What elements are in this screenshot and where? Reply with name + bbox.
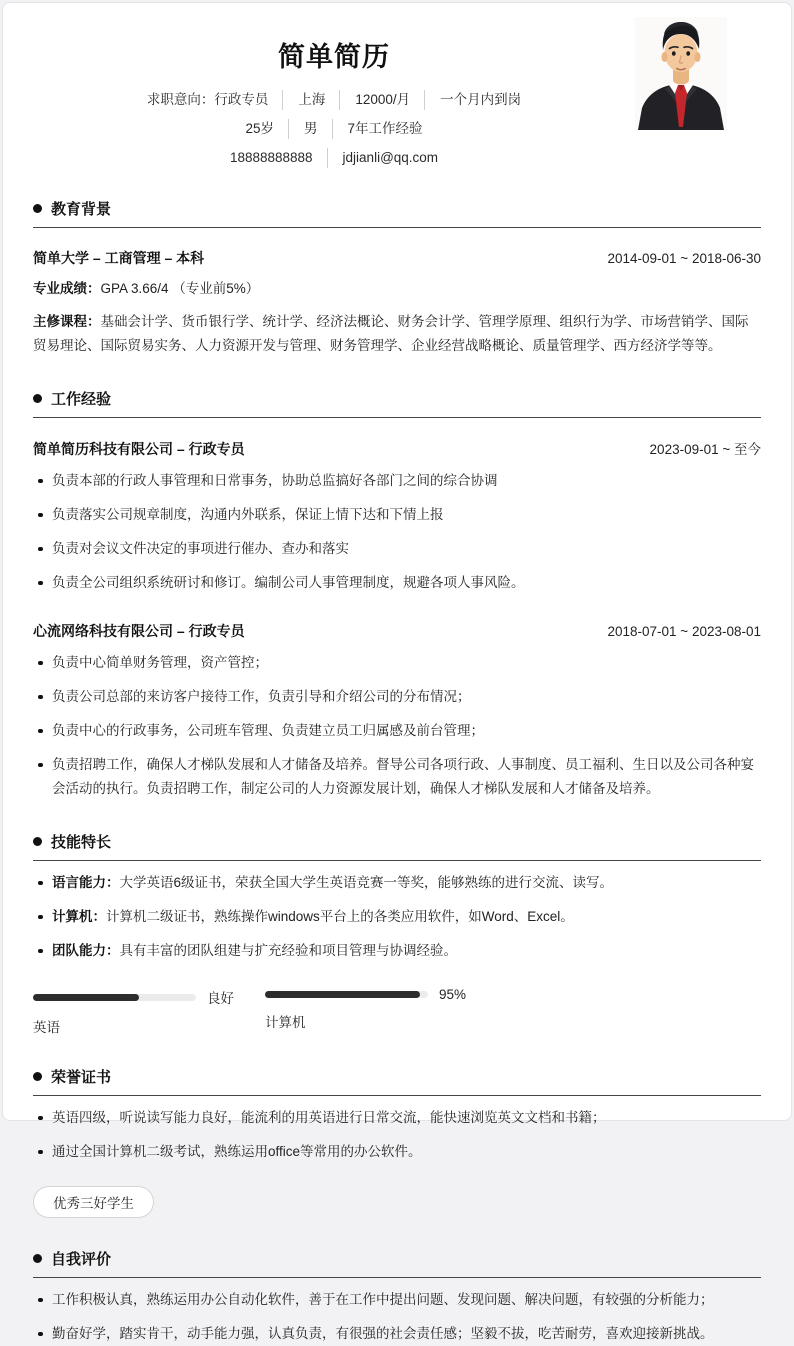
section-title: 技能特长 xyxy=(51,834,112,851)
education-entry xyxy=(33,248,761,268)
section-self-evaluation xyxy=(33,1248,761,1346)
bullet-dot-icon xyxy=(33,394,42,403)
job-duties-list xyxy=(33,469,761,595)
job-duties-list xyxy=(33,651,761,801)
education-dates: 2014-09-01 ~ 2018-06-30 xyxy=(607,251,761,266)
info-item: 18888888888 xyxy=(229,150,313,165)
info-item: 上海 xyxy=(282,90,325,110)
skill-bar-computer xyxy=(265,987,481,1036)
list-item: 负责落实公司规章制度，沟通内外联系，保证上情下达和下情上报 xyxy=(33,503,761,527)
company-line: 心流网络科技有限公司 – 行政专员 xyxy=(33,623,245,639)
section-header-self-eval xyxy=(33,1248,761,1278)
job-entry-1 xyxy=(33,438,761,459)
avatar-illustration xyxy=(635,17,727,130)
courses-value: 基础会计学、货币银行学、统计学、经济法概论、财务会计学、管理学原理、组织行为学、市场营销学、国际贸易理论、国际贸易实务、人力资源开发与管理、财务管理学、企业经营战略概论、质量管理学、西方经济学等等。 xyxy=(33,314,749,353)
section-title: 荣誉证书 xyxy=(51,1069,112,1086)
section-work xyxy=(33,388,761,801)
section-title: 自我评价 xyxy=(51,1251,112,1268)
list-item: 负责本部的行政人事管理和日常事务，协助总监搞好各部门之间的综合协调 xyxy=(33,469,761,493)
section-education xyxy=(33,198,761,358)
contact-row xyxy=(33,148,635,168)
basic-info-row xyxy=(33,119,635,139)
info-item: 12000/月 xyxy=(339,90,410,110)
section-header-skills xyxy=(33,831,761,861)
section-header-work xyxy=(33,388,761,418)
list-item: 工作积极认真，熟练运用办公自动化软件，善于在工作中提出问题、发现问题、解决问题，有较强的分析能力； xyxy=(33,1288,761,1312)
list-item: 负责对会议文件决定的事项进行催办、查办和落实 xyxy=(33,537,761,561)
info-item: 男 xyxy=(288,119,318,139)
job-dates: 2023-09-01 ~ 至今 xyxy=(649,442,761,457)
list-item: 负责中心简单财务管理，资产管控； xyxy=(33,651,761,675)
header-main xyxy=(33,15,635,168)
skill-bars xyxy=(33,987,761,1036)
section-title: 教育背景 xyxy=(51,201,112,218)
info-item: 25岁 xyxy=(245,121,274,136)
list-item: 负责招聘工作，确保人才梯队发展和人才储备及培养。督导公司各项行政、人事制度、员工福利、生日以及公司各种宴会活动的执行。负责招聘工作，制定公司的人力资源发展计划，确保人才梯队发展和人才储备及培养。 xyxy=(33,753,761,801)
list-item: 通过全国计算机二级考试，熟练运用office等常用的办公软件。 xyxy=(33,1140,761,1164)
bullet-dot-icon xyxy=(33,837,42,846)
list-item: 负责公司总部的来访客户接待工作，负责引导和介绍公司的分布情况； xyxy=(33,685,761,709)
degree-line: 简单大学 – 工商管理 – 本科 xyxy=(33,250,205,266)
skills-list xyxy=(33,871,761,963)
gpa-label: 专业成绩： xyxy=(33,281,101,296)
skill-name: 计算机 xyxy=(265,1015,306,1030)
bullet-dot-icon xyxy=(33,1072,42,1081)
list-item: 负责中心的行政事务，公司班车管理、负责建立员工归属感及前台管理； xyxy=(33,719,761,743)
honor-tag: 优秀三好学生 xyxy=(33,1186,154,1218)
resume-header xyxy=(33,15,761,168)
job-dates: 2018-07-01 ~ 2023-08-01 xyxy=(607,624,761,639)
progress-fill xyxy=(265,991,420,998)
job-entry-2 xyxy=(33,621,761,641)
section-header-honors xyxy=(33,1066,761,1096)
resume-page xyxy=(2,2,792,1341)
info-item: 7年工作经验 xyxy=(332,119,423,139)
info-item: 一个月内到岗 xyxy=(424,90,521,110)
section-skills xyxy=(33,831,761,1036)
progress-level: 良好 xyxy=(207,991,234,1006)
list-item: 计算机：计算机二级证书，熟练操作windows平台上的各类应用软件，如Word、Excel。 xyxy=(33,905,761,929)
honors-list xyxy=(33,1106,761,1164)
info-item: 求职意向：行政专员 xyxy=(146,92,269,107)
list-item: 英语四级，听说读写能力良好，能流利的用英语进行日常交流，能快速浏览英文文档和书籍； xyxy=(33,1106,761,1130)
list-item: 团队能力：具有丰富的团队组建与扩充经验和项目管理与协调经验。 xyxy=(33,939,761,963)
info-item: jdjianli@qq.com xyxy=(327,148,439,168)
bullet-dot-icon xyxy=(33,204,42,213)
company-line: 简单简历科技有限公司 – 行政专员 xyxy=(33,441,245,457)
section-title: 工作经验 xyxy=(51,391,112,408)
skill-name: 英语 xyxy=(33,1020,60,1035)
bullet-dot-icon xyxy=(33,1254,42,1263)
job-intent-row xyxy=(33,90,635,110)
list-item: 勤奋好学，踏实肯干，动手能力强，认真负责，有很强的社会责任感；坚毅不拔，吃苦耐劳，喜欢迎接新挑战。 xyxy=(33,1322,761,1346)
progress-level: 95% xyxy=(439,987,467,1002)
gpa-line xyxy=(33,277,761,301)
courses-label: 主修课程： xyxy=(33,314,101,329)
profile-photo xyxy=(635,17,727,130)
progress-track xyxy=(265,991,428,998)
list-item: 语言能力：大学英语6级证书，荣获全国大学生英语竞赛一等奖，能够熟练的进行交流、读写。 xyxy=(33,871,761,895)
courses-line xyxy=(33,310,761,358)
list-item: 负责全公司组织系统研讨和修订。编制公司人事管理制度，规避各项人事风险。 xyxy=(33,571,761,595)
section-honors xyxy=(33,1066,761,1218)
progress-track xyxy=(33,994,196,1001)
section-header-education xyxy=(33,198,761,228)
skill-bar-english xyxy=(33,987,249,1036)
progress-fill xyxy=(33,994,139,1001)
gpa-value: GPA 3.66/4 （专业前5%） xyxy=(100,281,260,296)
self-eval-list xyxy=(33,1288,761,1346)
page-title: 简单简历 xyxy=(278,42,390,72)
